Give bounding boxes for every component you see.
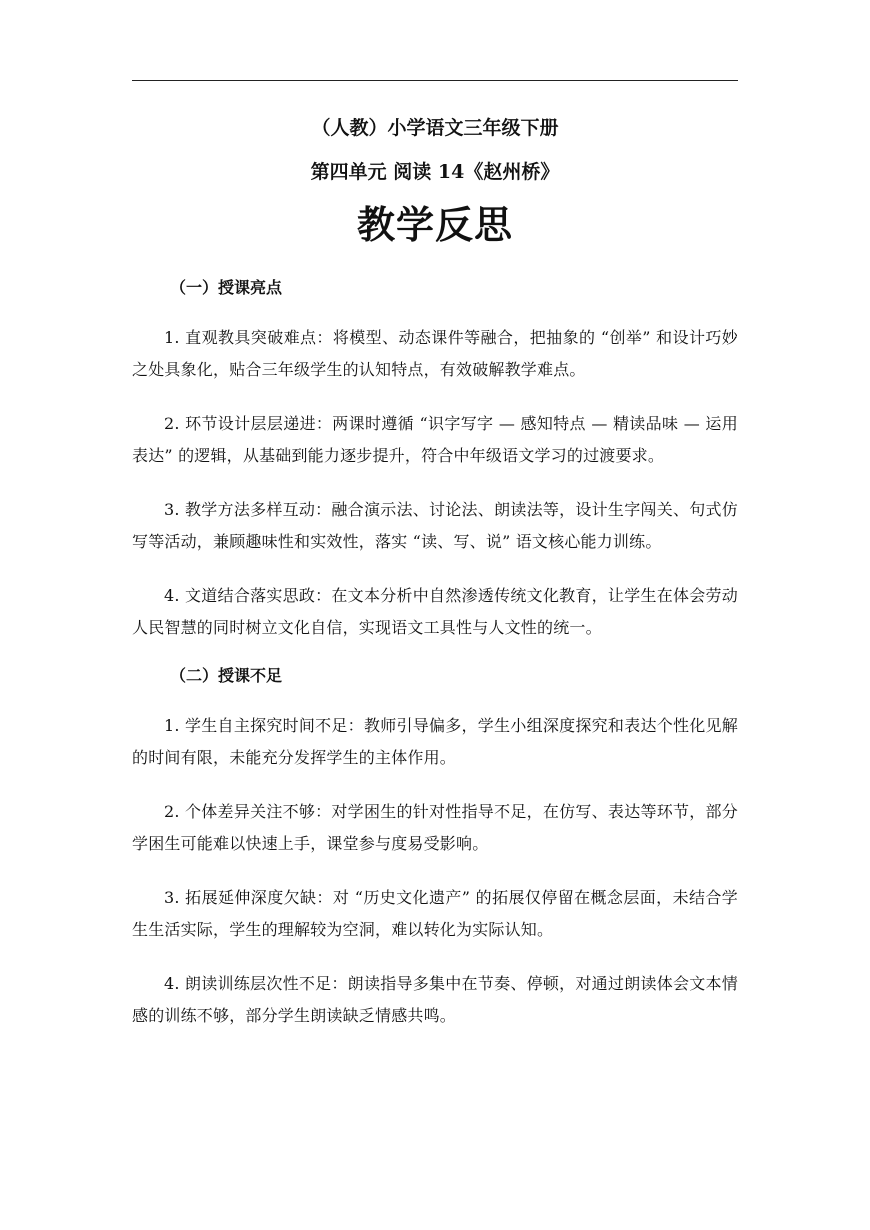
shortcoming-item-3: 3. 拓展延伸深度欠缺：对 “历史文化遗产” 的拓展仅停留在概念层面，未结合学生生活实际，学生的理解较为空洞，难以转化为实际认知。 — [132, 888, 738, 939]
section-heading-shortcomings: （二）授课不足 — [170, 666, 283, 685]
highlight-item-1: 1. 直观教具突破难点：将模型、动态课件等融合，把抽象的 “创举” 和设计巧妙之处具象化，贴合三年级学生的认知特点，有效破解教学难点。 — [132, 328, 738, 379]
shortcoming-item-2: 2. 个体差异关注不够：对学困生的针对性指导不足，在仿写、表达等环节，部分学困生可能难以快速上手，课堂参与度易受影响。 — [132, 802, 738, 853]
highlight-item-3: 3. 教学方法多样互动：融合演示法、讨论法、朗读法等，设计生字闯关、句式仿写等活动，兼顾趣味性和实效性，落实 “读、写、说” 语文核心能力训练。 — [132, 500, 738, 551]
subtitle-lesson: 第四单元 阅读 14《赵州桥》 — [310, 161, 560, 183]
section-heading-highlights: （一）授课亮点 — [170, 278, 283, 297]
shortcoming-item-1: 1. 学生自主探究时间不足：教师引导偏多，学生小组深度探究和表达个性化见解的时间有限，未能充分发挥学生的主体作用。 — [132, 716, 738, 767]
header-rule — [132, 80, 738, 81]
subtitle-grade: （人教）小学语文三年级下册 — [311, 117, 559, 139]
page-title: 教学反思 — [356, 202, 513, 247]
highlight-item-4: 4. 文道结合落实思政：在文本分析中自然渗透传统文化教育，让学生在体会劳动人民智慧的同时树立文化自信，实现语文工具性与人文性的统一。 — [132, 586, 738, 637]
shortcoming-item-4: 4. 朗读训练层次性不足：朗读指导多集中在节奏、停顿，对通过朗读体会文本情感的训练不够，部分学生朗读缺乏情感共鸣。 — [132, 974, 738, 1025]
document-content — [132, 112, 738, 1032]
highlight-item-2: 2. 环节设计层层递进：两课时遵循 “识字写字 — 感知特点 — 精读品味 — 运用表达” 的逻辑，从基础到能力逐步提升，符合中年级语文学习的过渡要求。 — [132, 414, 738, 465]
